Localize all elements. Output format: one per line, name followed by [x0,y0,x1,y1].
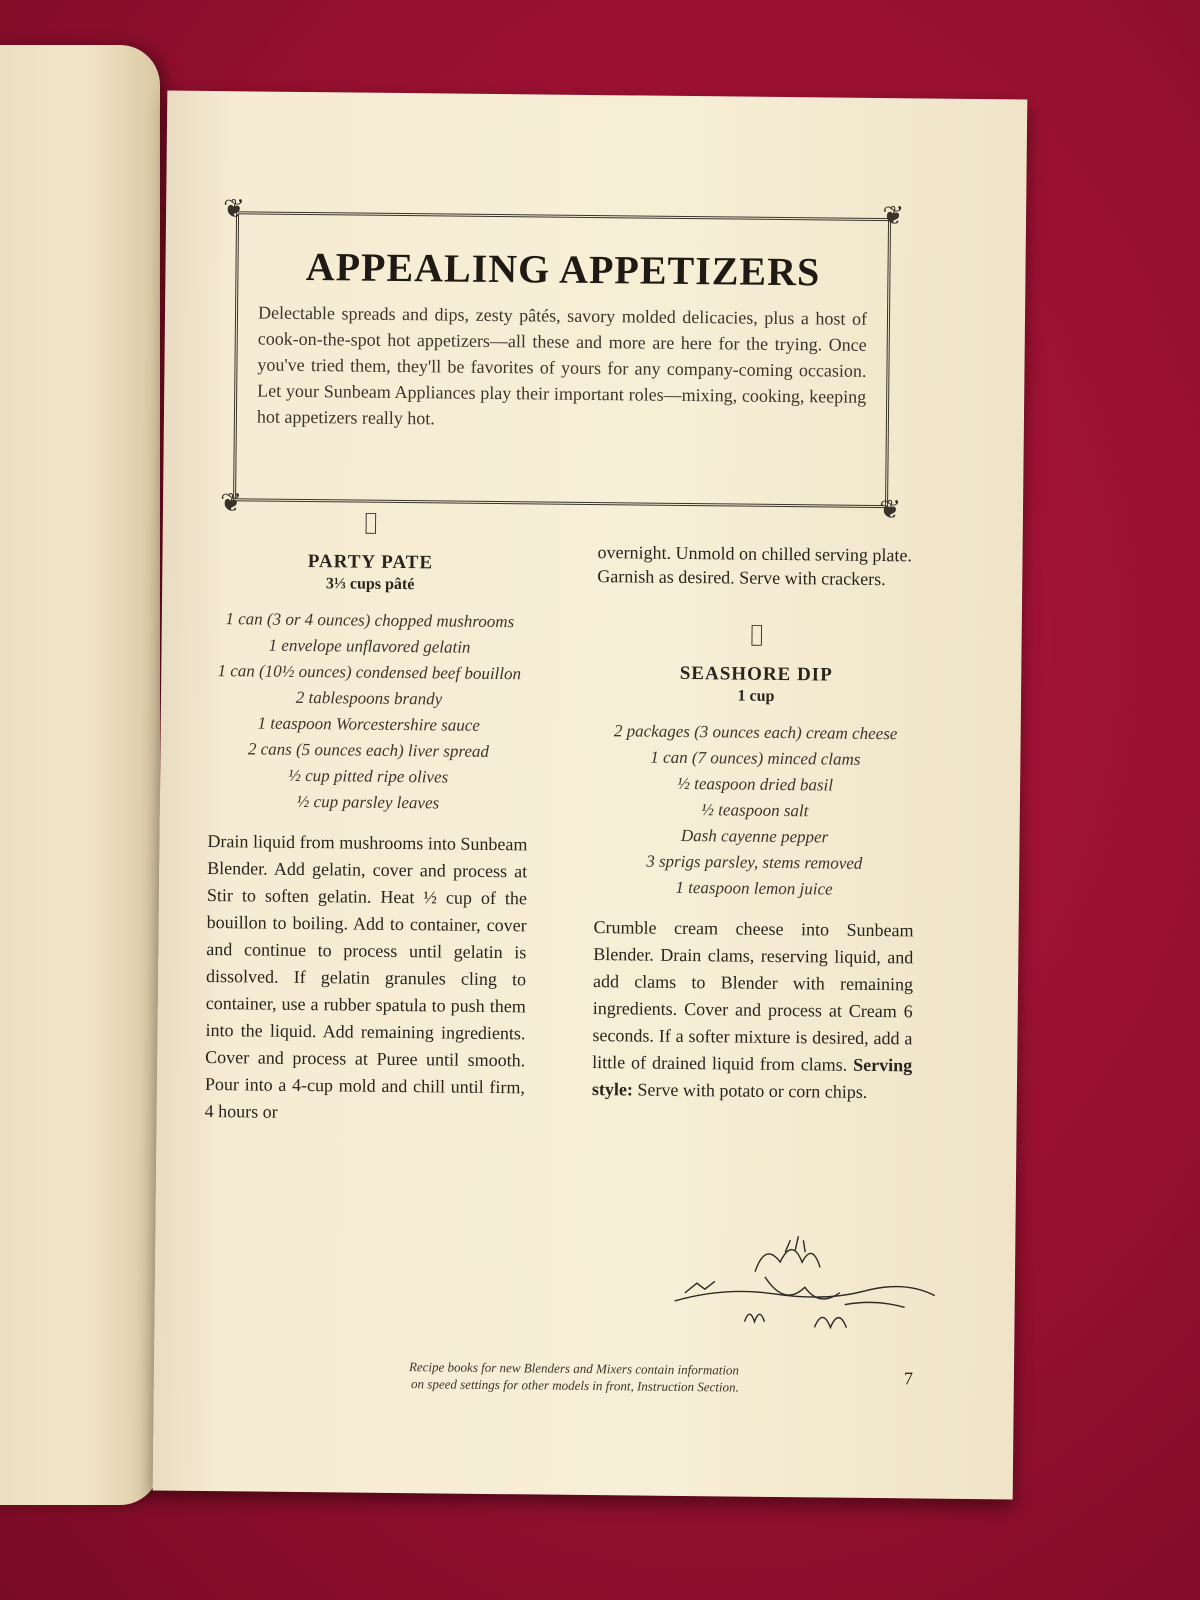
ingredient-item: 2 cans (5 ounces each) liver spread [247,739,490,761]
ingredient-item: 1 teaspoon Worcestershire sauce [257,713,481,735]
intro-box [219,194,905,525]
ingredient-list [208,606,530,817]
seashore-sketch-illustration [664,1231,945,1354]
serving-style-label: Serving style: [591,1054,913,1100]
ingredient-item: 2 tablespoons brandy [295,687,443,709]
page-number: 7 [903,1368,914,1389]
recipe-method [592,914,914,1106]
intro-text: Delectable spreads and dips, zesty pâtés, savory molded delicacies, plus a host of cook-on-the-spot hot appetizers—all these and more are here for the trying. Once you've tried them, they'll be favorites of yours for any company-coming occasion. Let your Sunbeam Appliances play their important roles—mixing, cooking, keeping hot appetizers really hot. [256,302,868,429]
ornament-corner-icon: ❦ [879,495,902,525]
ornament-corner-icon: ❦ [219,488,242,518]
recipe-party-pate [205,506,531,1128]
serving-style-text: Serve with potato or corn chips. [637,1079,868,1102]
recipe-title: PARTY PATE [307,551,434,574]
recipe-title: SEASHORE DIP [679,662,833,686]
recipe-yield: 3⅓ cups pâté [325,575,415,594]
ingredient-item: 2 packages (3 ounces each) cream cheese [613,721,898,744]
ingredient-item: 1 teaspoon lemon juice [675,877,833,899]
recipe-yield: 1 cup [737,687,775,705]
ingredient-item: ½ teaspoon dried basil [677,773,834,795]
ingredient-item: 1 can (3 or 4 ounces) chopped mushrooms [225,609,515,632]
blender-icon: ⌷ [361,507,380,541]
method-text: Crumble cream cheese into Sunbeam Blender. Drain clams, reserving liquid, and add clams to Blender with remaining ingredients. Cover and process at Cream 6 seconds. If a softer mixture is desired, add a little of drained liquid from clams. [592,917,914,1075]
right-column [592,540,918,1106]
ingredient-item: ½ cup parsley leaves [296,791,440,813]
ingredient-list [594,718,916,903]
ingredient-item: 1 can (10½ ounces) condensed beef bouillon [217,661,522,684]
footnote: Recipe books for new Blenders and Mixers contain information on speed settings for other models in front, Instruction Section. [408,1359,740,1395]
ingredient-item: ½ teaspoon salt [701,800,809,821]
ingredient-item: ½ cup pitted ripe olives [288,765,449,787]
page-title: APPEALING APPETIZERS [305,243,821,295]
ornament-corner-icon: ❦ [222,194,246,224]
recipe-method-continued: overnight. Unmold on chilled serving plate. Garnish as desired. Serve with crackers. [597,542,913,590]
ingredient-item: 1 envelope unflavored gelatin [268,635,471,657]
recipe-method: Drain liquid from mushrooms into Sunbeam Blender. Add gelatin, cover and process at Stir to soften gelatin. Heat ½ cup of the bouillon to boiling. Add to container, cover and continue to process until gelatin is dissolved. If gelatin granules cling to container, use a rubber spatula to push them into the liquid. Add remaining ingredients. Cover and process at Puree until smooth. Pour into a 4-cup mold and chill until firm, 4 hours or [204,830,528,1122]
ingredient-item: Dash cayenne pepper [680,825,829,847]
ornament-corner-icon: ❦ [882,201,905,231]
blender-icon: ⌷ [747,619,766,653]
ingredient-item: 1 can (7 ounces) minced clams [650,747,861,769]
ingredient-item: 3 sprigs parsley, stems removed [646,851,863,873]
left-page-edge [0,45,160,1505]
cookbook-page [153,91,1028,1500]
